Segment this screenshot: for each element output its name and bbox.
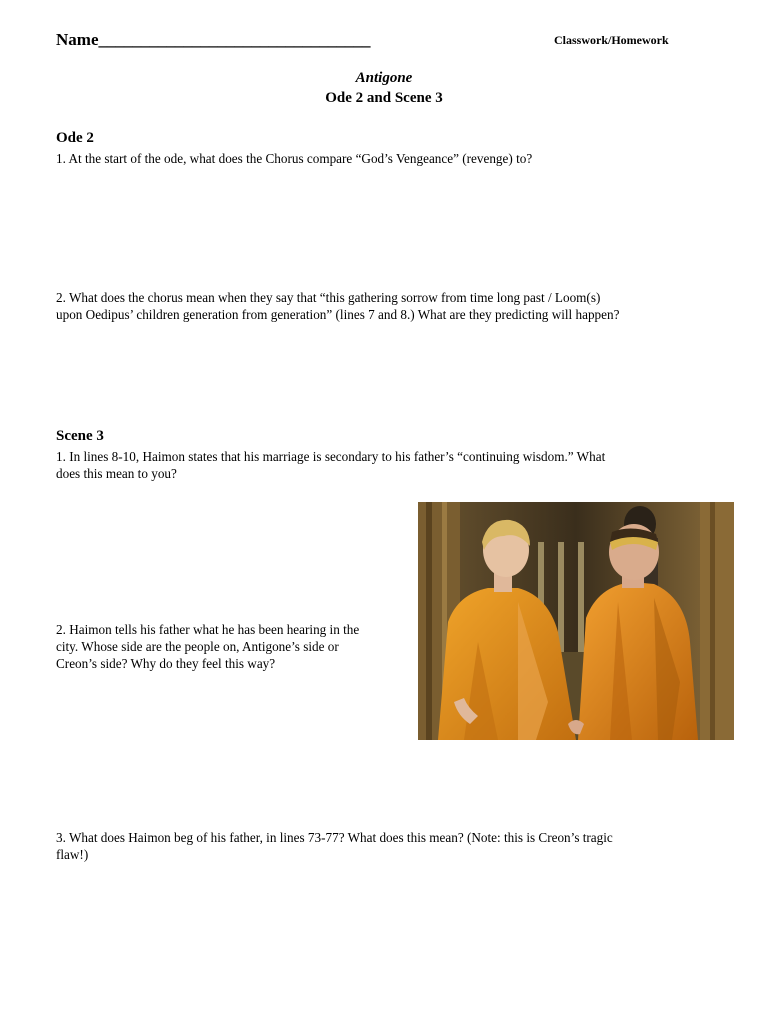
ode2-heading: Ode 2 [56,130,94,146]
scene3-question-3-line-1: 3. What does Haimon beg of his father, in lines 73-77? What does this mean? (Note: this is Creon’s tragic [56,830,613,845]
scene3-question-2-line-1: 2. Haimon tells his father what he has been hearing in the [56,622,360,637]
column-fluting [426,502,432,740]
work-title: Antigone [355,70,413,86]
scene3-question-1-line-2: does this mean to you? [56,466,177,481]
right-column-fluting [710,502,715,740]
page-title: Ode 2 and Scene 3 [325,90,443,106]
gate-bar [578,542,584,662]
haimon-creon-illustration [418,502,734,740]
name-field [56,30,370,50]
scene3-question-2-line-2: city. Whose side are the people on, Antigone’s side or [56,639,339,654]
scene3-question-1-line-1: 1. In lines 8-10, Haimon states that his marriage is secondary to his father’s “continuing wisdom.” What [56,449,606,464]
right-column [700,502,734,740]
play-scene-photo [418,502,734,740]
scene3-question-2-line-3: Creon’s side? Why do they feel this way? [56,656,276,671]
ode2-question-2-line-2: upon Oedipus’ children generation from generation” (lines 7 and 8.) What are they predicting will happen? [56,307,620,322]
ode2-question-2-line-1: 2. What does the chorus mean when they say that “this gathering sorrow from time long past / Loom(s) [56,290,601,305]
scene3-heading: Scene 3 [56,428,104,444]
name-blank-line: ________________________________ [98,30,371,49]
ode2-question-1: 1. At the start of the ode, what does the Chorus compare “God’s Vengeance” (revenge) to? [56,151,533,166]
name-label: Name [56,30,99,49]
classwork-label: Classwork/Homework [554,33,669,47]
scene3-question-3-line-2: flaw!) [56,847,89,862]
